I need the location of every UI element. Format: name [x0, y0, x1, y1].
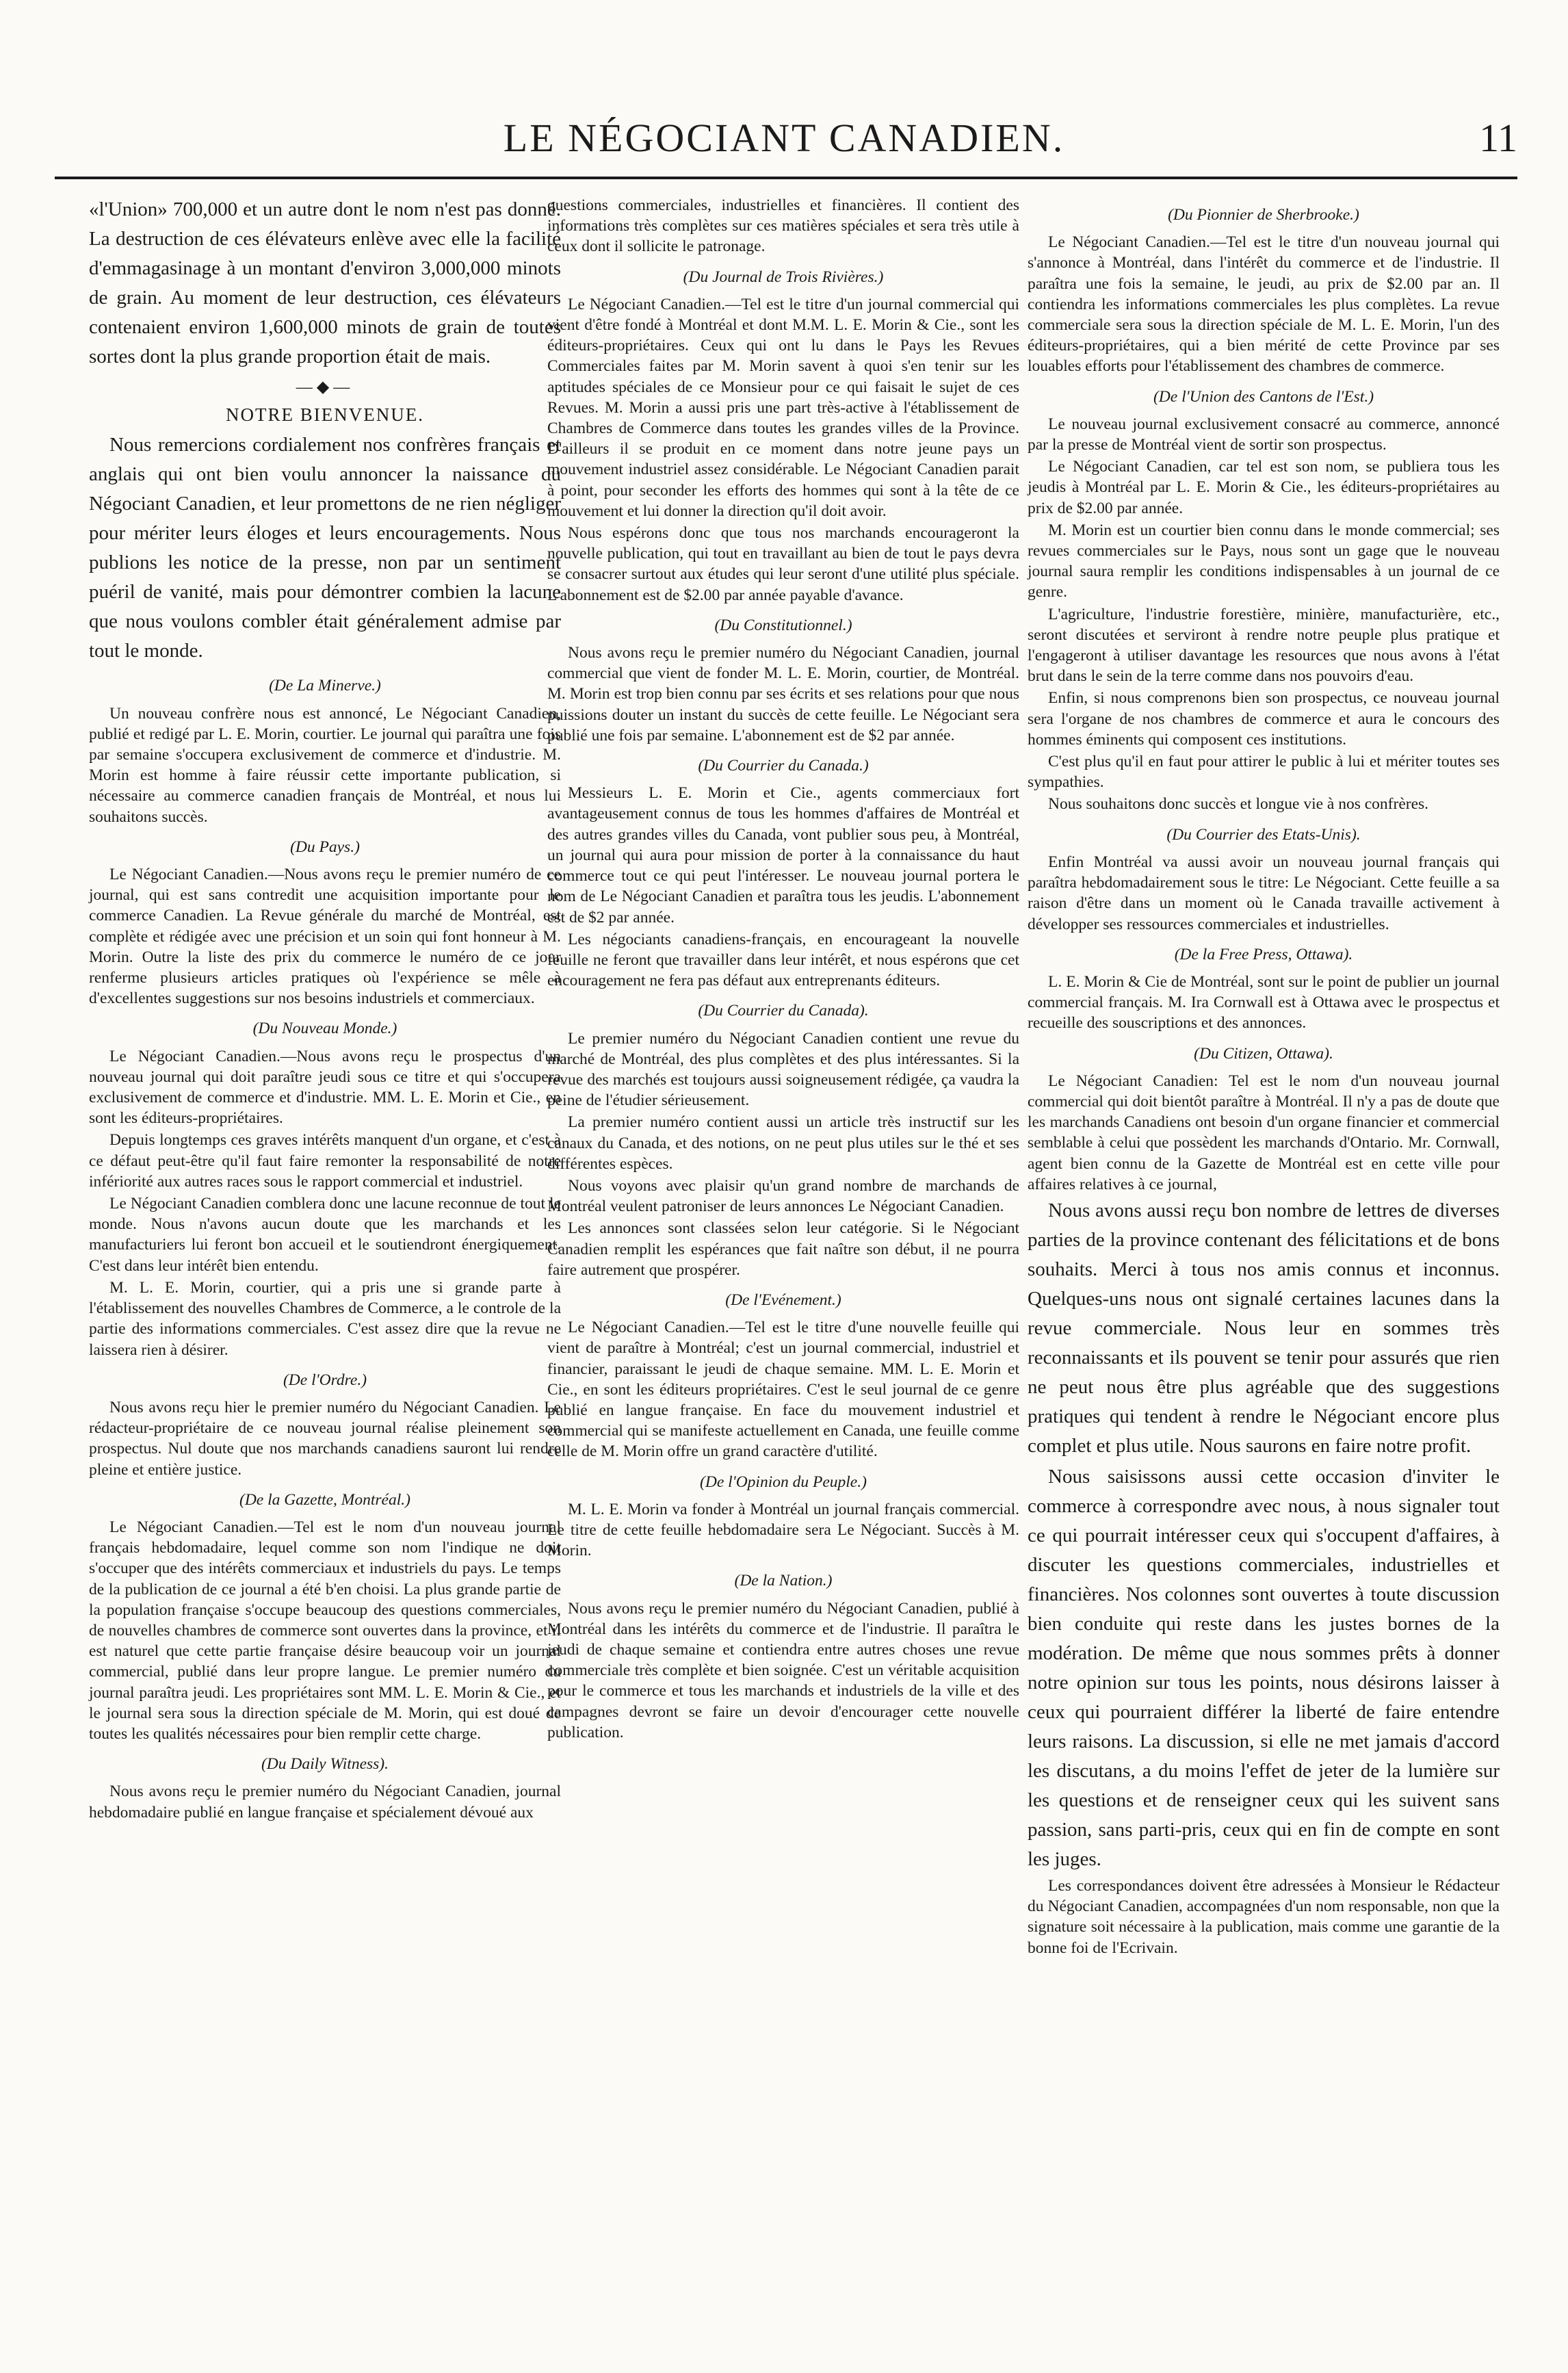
source-attribution: (De la Free Press, Ottawa).: [1174, 945, 1353, 963]
source-attribution: (Du Pays.): [290, 838, 360, 856]
source-attribution: (Du Courrier des Etats-Unis).: [1166, 825, 1361, 844]
paragraph: Nous espérons donc que tous nos marchands encourageront la nouvelle publication, qui tout en travaillant au bien de tout le pays devra se consacrer surtout aux études qui leur seront d'une utilité plus spéciale. L'abonnement est de $2.00 par année payable d'avance.: [547, 524, 1019, 604]
source-attribution: (Du Daily Witness).: [261, 1755, 389, 1774]
source-attribution: (Du Courrier du Canada.): [698, 757, 869, 775]
paragraph: Nous avons aussi reçu bon nombre de lettres de diverses parties de la province contenant des félicitations et de bons souhaits. Merci à tous nos amis connus et inconnus. Quelques-uns nous ont signalé certaines lacunes dans la revue commerciale. Nous leur en sommes très reconnaissants et ils pouvent se tenir pour assurés que rien ne peut nous être plus agréable que des suggestions pratiques qui tendent à rendre le Négociant encore plus complet et plus utile. Nous saurons en faire notre profit.: [1028, 1199, 1500, 1457]
paragraph: Le Négociant Canadien.—Tel est le titre d'une nouvelle feuille qui vient de paraître à Montréal; c'est un journal commercial, industriel et financier, paraissant le jeudi de chaque semaine. MM. L. E. Morin et Cie., en sont les éditeurs propriétaires. C'est le seul journal de ce genre publié en langue française. En face du mouvement industriel et commercial qui se manifeste actuellement en Canada, une feuille comme celle de M. Morin offre un grand caractère d'utilité.: [547, 1319, 1019, 1461]
paragraph: Le Négociant Canadien comblera donc une lacune reconnue de tout le monde. Nous n'avons aucun doute que les marchands et les manufacturiers lui feront bon accueil et le soutiendront énergiquement. C'est dans leur intérêt bien entendu.: [89, 1195, 561, 1275]
source-attribution: (De la Gazette, Montréal.): [239, 1490, 410, 1509]
paragraph: Le Négociant Canadien.—Tel est le nom d'un nouveau journal français hebdomadaire, lequel comme son nom l'indique ne doit s'occuper que des intérêts commerciaux et industriels du pays. Le temps de la publication de ce journal a été b'en choisi. La plus grande partie de la population française s'occupe beaucoup des questions commerciales, de nouvelles chambres de commerce sont ouvertes dans la province, et il est naturel que cette partie française désire beaucoup voir un journal commercial, publié dans leur propre langue. Le premier numéro du journal paraîtra jeudi. Les propriétaires sont MM. L. E. Morin & Cie., et le journal sera sous la direction spéciale de M. Morin, qui est doué de toutes les qualités nécessaires pour bien remplir cette charge.: [89, 1518, 561, 1743]
paragraph: Le Négociant Canadien, car tel est son nom, se publiera tous les jeudis à Montréal par L. E. Morin & Cie., les éditeurs-propriétaires au prix de $2.00 par année.: [1028, 458, 1500, 517]
source-attribution: (Du Constitutionnel.): [714, 616, 852, 634]
masthead: [0, 115, 1568, 177]
paragraph: Nous saisissons aussi cette occasion d'inviter le commerce à correspondre avec nous, à nous signaler tout ce qui pourrait intéresser ceux qui s'occupent d'affaires, à discuter les questions commerciales, industrielles et financières. Nos colonnes sont ouvertes à toute discussion bien conduite qui reste dans les justes bornes de la modération. De même que nous sommes prêts à donner notre opinion sur tous les points, nous désirons laisser à ceux qui pourraient différer la liberté de faire entendre leurs raisons. La discussion, si elle ne met jamais d'accord les discutans, a du moins l'effet de jeter de la lumière sur les questions et de renseigner ceux qui les suivent sans passion, sans parti-pris, ceux qui en fin de compte en sont les juges.: [1028, 1465, 1500, 1870]
source-attribution: (Du Pionnier de Sherbrooke.): [1168, 206, 1359, 224]
paragraph: L. E. Morin & Cie de Montréal, sont sur le point de publier un journal commercial français. M. Ira Cornwall est à Ottawa avec le prospectus et recueille des souscriptions et des annonces.: [1028, 972, 1500, 1033]
paragraph: Le nouveau journal exclusivement consacré au commerce, annoncé par la presse de Montréal vient de sortir son prospectus.: [1028, 415, 1500, 454]
paragraph: L'agriculture, l'industrie forestière, minière, manufacturière, etc., seront discutées et serviront à rendre notre peuple plus pratique et l'engageront à utiliser davantage les resources que nous avons à l'état brut dans le sein de la terre comme dans nos pouvoirs d'eau.: [1028, 605, 1500, 686]
newspaper-title: LE NÉGOCIANT CANADIEN.: [503, 116, 1065, 160]
paragraph: M. L. E. Morin, courtier, qui a pris une si grande parte à l'établissement des nouvelles Chambres de Commerce, a le controle de la partie des informations commerciales. C'est assez dire que la revue ne laissera rien à désirer.: [89, 1278, 561, 1359]
source-attribution: (Du Nouveau Monde.): [252, 1020, 397, 1038]
paragraph: Le Négociant Canadien.—Tel est le titre d'un nouveau journal qui s'annonce à Montréal, dans l'intérêt du commerce et de l'industrie. Il paraîtra une fois la semaine, le jeudi, au prix de $2.00 par an. Il contiendra les informations commerciales les plus complètes. La revue commerciale sera sous la direction spéciale de M. L. E. Morin, l'un des éditeurs-propriétaires, qui a bien mérité de cette Province par ses louables efforts pour l'établissement des chambres de commerce.: [1028, 233, 1500, 376]
column-1: [89, 195, 561, 1824]
section-heading: NOTRE BIENVENUE.: [226, 404, 424, 426]
ornament-divider: —◆—: [296, 378, 354, 396]
paragraph: Les correspondances doivent être adressées à Monsieur le Rédacteur du Négociant Canadien, accompagnées d'un nom responsable, non que la signature soit nécessaire à la publication, mais comme une garantie de la bonne foi de l'Ecrivain.: [1028, 1876, 1500, 1957]
paragraph: Nous avons reçu le premier numéro du Négociant Canadien, publié à Montréal dans les intérêts du commerce et de l'industrie. Il paraîtra le jeudi de chaque semaine et contiendra entre autres choses une revue commerciale très complète et bien soignée. C'est un véritable acquisition pour le commerce et tous les marchands et industriels de la ville et des campagnes devront se faire un devoir d'encourager cette nouvelle publication.: [547, 1599, 1019, 1741]
source-attribution: (De la Nation.): [734, 1572, 833, 1590]
paragraph: La premier numéro contient aussi un article très instructif sur les canaux du Canada, et des notions, on ne peut plus utiles sur le thé et ses différentes espèces.: [547, 1113, 1019, 1173]
paragraph: Le premier numéro du Négociant Canadien contient une revue du marché de Montréal, des plus complètes et des plus intéressantes. Si la revue des marchés est toujours aussi soigneusement rédigée, ça vaudra la peine de l'étudier sérieusement.: [547, 1029, 1019, 1110]
paragraph: Enfin, si nous comprenons bien son prospectus, ce nouveau journal sera l'organe de nos chambres de commerce et aura le concours des hommes éminents qui composent ces institutions.: [1028, 689, 1500, 749]
paragraph: Nous avons reçu le premier numéro du Négociant Canadien, journal commercial que vient de fonder M. L. E. Morin, courtier, de Montréal. M. Morin est trop bien connu par ses écrits et ses relations pour que nous puissions douter un instant du succès de cette feuille. Le Négociant sera publié une fois par semaine. L'abonnement est de $2 par année.: [547, 644, 1019, 744]
paragraph: C'est plus qu'il en faut pour attirer le public à lui et mériter toutes ses sympathies.: [1028, 753, 1500, 792]
source-attribution: (De l'Evénement.): [725, 1291, 841, 1309]
paragraph: Le Négociant Canadien.—Nous avons reçu le prospectus d'un nouveau journal qui doit paraître jeudi sous ce titre et qui s'occupera exclusivement de commerce et d'industrie. MM. L. E. Morin et Cie., en sont les éditeurs-propriétaires.: [89, 1047, 561, 1128]
paragraph: Nous voyons avec plaisir qu'un grand nombre de marchands de Montréal veulent patroniser de leurs annonces Le Négociant Canadien.: [547, 1176, 1019, 1216]
paragraph: Les négociants canadiens-français, en encourageant la nouvelle feuille ne feront que travailler dans leur intérêt, et nous espérons que cet encouragement ne fera pas défaut aux entreprenants éditeurs.: [547, 930, 1019, 990]
header-rule: [55, 177, 1517, 179]
page-number: 11: [1479, 116, 1517, 160]
column-3: [1028, 195, 1500, 1960]
paragraph: Nous avons reçu le premier numéro du Négociant Canadien, journal hebdomadaire publié en langue française et spécialement dévoué aux: [89, 1782, 561, 1821]
source-attribution: (Du Courrier du Canada).: [698, 1002, 869, 1020]
paragraph: Depuis longtemps ces graves intérêts manquent d'un organe, et c'est à ce défaut peut-être qu'il faut faire remonter la responsabilité de notre infériorité aux autres races sous le rapport commercial et industriel.: [89, 1131, 561, 1191]
paragraph: M. L. E. Morin va fonder à Montréal un journal français commercial. Le titre de cette feuille hebdomadaire sera Le Négociant. Succès à M. Morin.: [547, 1500, 1019, 1560]
source-attribution: (De l'Opinion du Peuple.): [700, 1473, 867, 1491]
source-attribution: (De l'Union des Cantons de l'Est.): [1153, 387, 1374, 406]
source-attribution: (Du Citizen, Ottawa).: [1194, 1044, 1333, 1063]
paragraph: Nous avons reçu hier le premier numéro du Négociant Canadien. Le rédacteur-propriétaire de ce nouveau journal réalise pleinement son prospectus. Nul doute que nos marchands canadiens sauront lui rendre pleine et entière justice.: [89, 1398, 561, 1479]
paragraph: Le Négociant Canadien.—Nous avons reçu le premier numéro de ce journal, qui est sans contredit une acquisition importante pour le commerce Canadien. La Revue générale du marché de Montréal, est complète et rédigée avec une précision et un soin qui font honneur à M. Morin. Outre la liste des prix du commerce le numéro de ce jour renferme plusieurs articles pratiques où l'expérience se mêle à d'excellentes suggestions sur nos besoins industriels et commerciaux.: [89, 866, 561, 1008]
paragraph: Le Négociant Canadien: Tel est le nom d'un nouveau journal commercial qui doit bientôt paraître à Montréal. Il n'y a pas de doute que les marchands Canadiens ont besoin d'un organe financier et commercial semblable à celui que possèdent les marchands d'Ontario. Mr. Cornwall, agent bien connu de la Gazette de Montréal est en cette ville pour affaires relatives à ce journal,: [1028, 1072, 1500, 1193]
paragraph: questions commerciales, industrielles et financières. Il contient des informations très complètes sur ces matières spéciales et sera très utile à ceux dont il sollicite le patronage.: [547, 196, 1019, 256]
paragraph: Enfin Montréal va aussi avoir un nouveau journal français qui paraîtra hebdomadairement sous le titre: Le Négociant. Cette feuille a sa raison d'être dans un moment où le Canada travaille activement à développer ses ressources commerciales et industrielles.: [1028, 853, 1500, 933]
paragraph: Le Négociant Canadien.—Tel est le titre d'un journal commercial qui vient d'être fondé à Montréal et dont M.M. L. E. Morin & Cie., sont les éditeurs-propriétaires. Ceux qui ont lu dans le Pays les Revues Commerciales faites par M. Morin savent à quoi s'en tenir sur les aptitudes spéciales de ce Monsieur pour ce qui faisait le sujet de ces Revues. M. Morin a aussi pris une part très-active à l'établissement de Chambres de Commerce dans toutes les grandes villes de la Province. D'ailleurs il se produit en ce moment dans notre jeune pays un mouvement industriel assez considérable. Le Négociant Canadien parait à point, pour seconder les efforts des hommes qui sont à la tête de ce mouvement et lui donner la direction qu'il doit avoir.: [547, 295, 1019, 520]
paragraph: Nous remercions cordialement nos confrères français et anglais qui ont bien voulu annoncer la naissance du Négociant Canadien, et leur promettons de ne rien négliger pour mériter leurs éloges et leurs encouragements. Nous publions les notice de la presse, non par un sentiment puéril de vanité, mais pour démontrer combien la lacune que nous voulons combler était généralement admise par tout le monde.: [89, 434, 561, 662]
paragraph: M. Morin est un courtier bien connu dans le monde commercial; ses revues commerciales sur le Pays, nous sont un gage que le nouveau journal saura remplir les conditions indispensables à un journal de ce genre.: [1028, 521, 1500, 601]
source-attribution: (De l'Ordre.): [283, 1371, 367, 1389]
paragraph: Un nouveau confrère nous est annoncé, Le Négociant Canadien, publié et redigé par L. E. Morin, courtier. Le journal qui paraîtra une fois par semaine s'occupera exclusivement de commerce et d'industrie. M. Morin est homme à faire réussir cette importante publication, si nécessaire au commerce canadien français de Montréal, et nous lui souhaitons succès.: [89, 704, 561, 826]
column-2: [547, 195, 1019, 1744]
source-attribution: (Du Journal de Trois Rivières.): [683, 268, 884, 286]
paragraph: «l'Union» 700,000 et un autre dont le nom n'est pas donné. La destruction de ces élévateurs enlève avec elle la facilité d'emmagasinage à un montant d'environ 3,000,000 minots de grain. Au moment de leur destruction, ces élévateurs contenaient environ 1,600,000 minots de grain de toutes sortes dont la plus grande proportion était de mais.: [89, 198, 561, 367]
source-attribution: (De La Minerve.): [269, 677, 381, 695]
paragraph: Les annonces sont classées selon leur catégorie. Si le Négociant Canadien remplit les espérances que fait naître son début, il ne pourra faire autrement que prospérer.: [547, 1219, 1019, 1279]
paragraph: Nous souhaitons donc succès et longue vie à nos confrères.: [1048, 795, 1429, 814]
paragraph: Messieurs L. E. Morin et Cie., agents commerciaux fort avantageusement connus de tous les hommes d'affaires de Montréal et des autres grandes villes du Canada, vont publier sous peu, à Montréal, un journal qui aura pour mission de porter à la connaissance du haut commerce tout ce qui peut l'intéresser. Le nouveau journal portera le nom de Le Négociant Canadien et paraîtra tous les jeudis. L'abonnement est de $2 par année.: [547, 784, 1019, 926]
